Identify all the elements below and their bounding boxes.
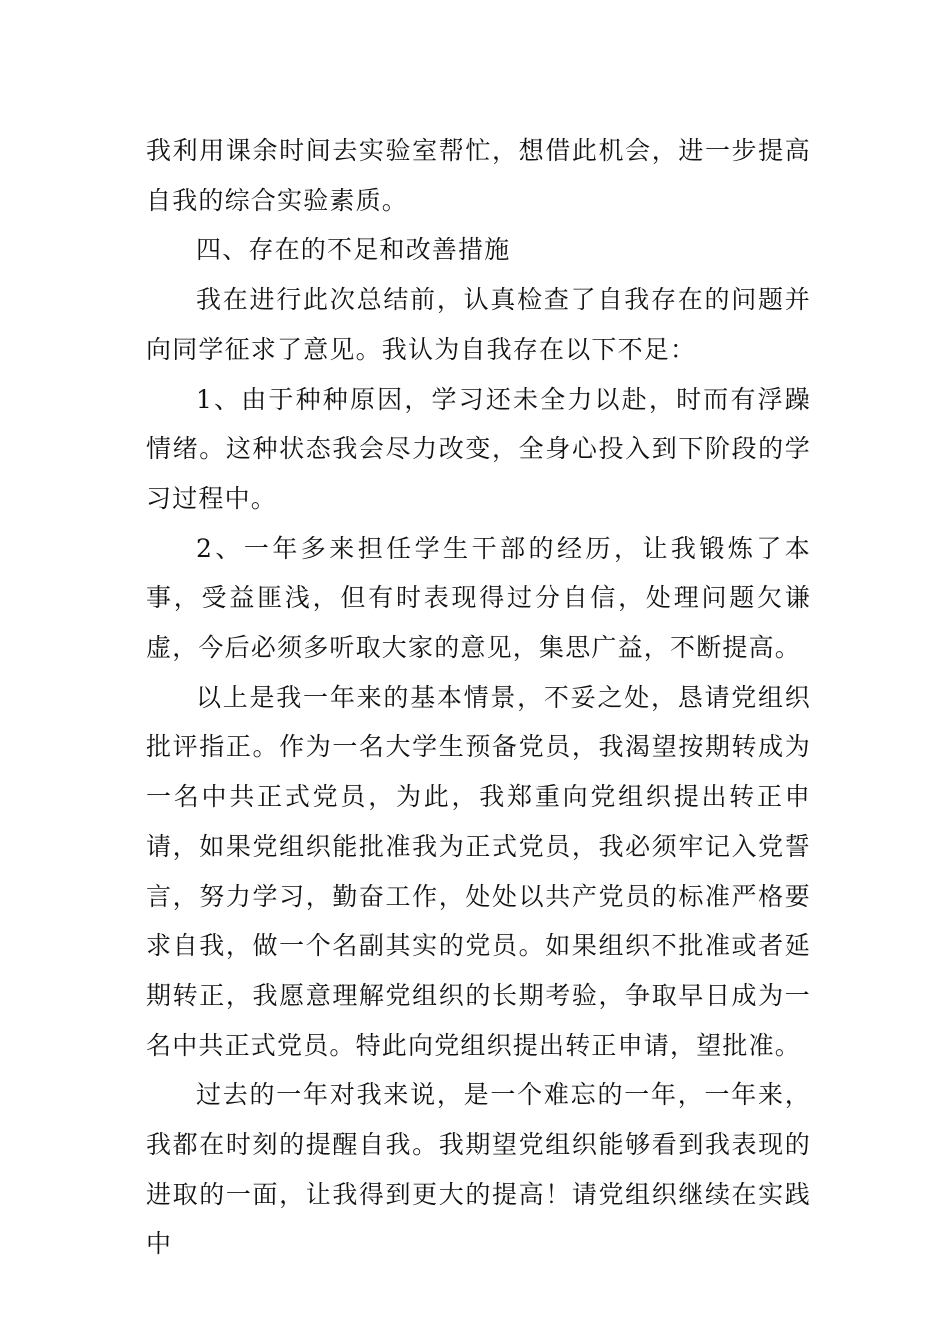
paragraph-application: 以上是我一年来的基本情景，不妥之处，恳请党组织批评指正。作为一名大学生预备党员，我渴望按期转成为一名中共正式党员，为此，我郑重向党组织提出转正申请，如果党组织能批准我为正式党员，我必须牢记入党誓言，努力学习，勤奋工作，处处以共产党员的标准严格要求自我，做一个名副其实的党员。如果组织不批准或者延期转正，我愿意理解党组织的长期考验，争取早日成为一名中共正式党员。特此向党组织提出转正申请，望批准。 bbox=[146, 682, 811, 1060]
paragraph-item-2: 2、一年多来担任学生干部的经历，让我锻炼了本事，受益匪浅，但有时表现得过分自信，处理问题欠谦虚，今后必须多听取大家的意见，集思广益，不断提高。 bbox=[146, 533, 811, 663]
section-heading: 四、存在的不足和改善措施 bbox=[196, 235, 511, 265]
paragraph-item-1: 1、由于种种原因，学习还未全力以赴，时而有浮躁情绪。这种状态我会尽力改变，全身心投入到下阶段的学习过程中。 bbox=[146, 384, 811, 513]
paragraph-continued: 我利用课余时间去实验室帮忙，想借此机会，进一步提高自我的综合实验素质。 bbox=[146, 136, 811, 215]
paragraph-closing: 过去的一年对我来说，是一个难忘的一年，一年来，我都在时刻的提醒自我。我期望党组织能够看到我表现的进取的一面，让我得到更大的提高！请党组织继续在实践中 bbox=[146, 1080, 811, 1259]
document-body bbox=[146, 126, 811, 1269]
paragraph-intro: 我在进行此次总结前，认真检查了自我存在的问题并向同学征求了意见。我认为自我存在以下不足： bbox=[146, 285, 811, 364]
